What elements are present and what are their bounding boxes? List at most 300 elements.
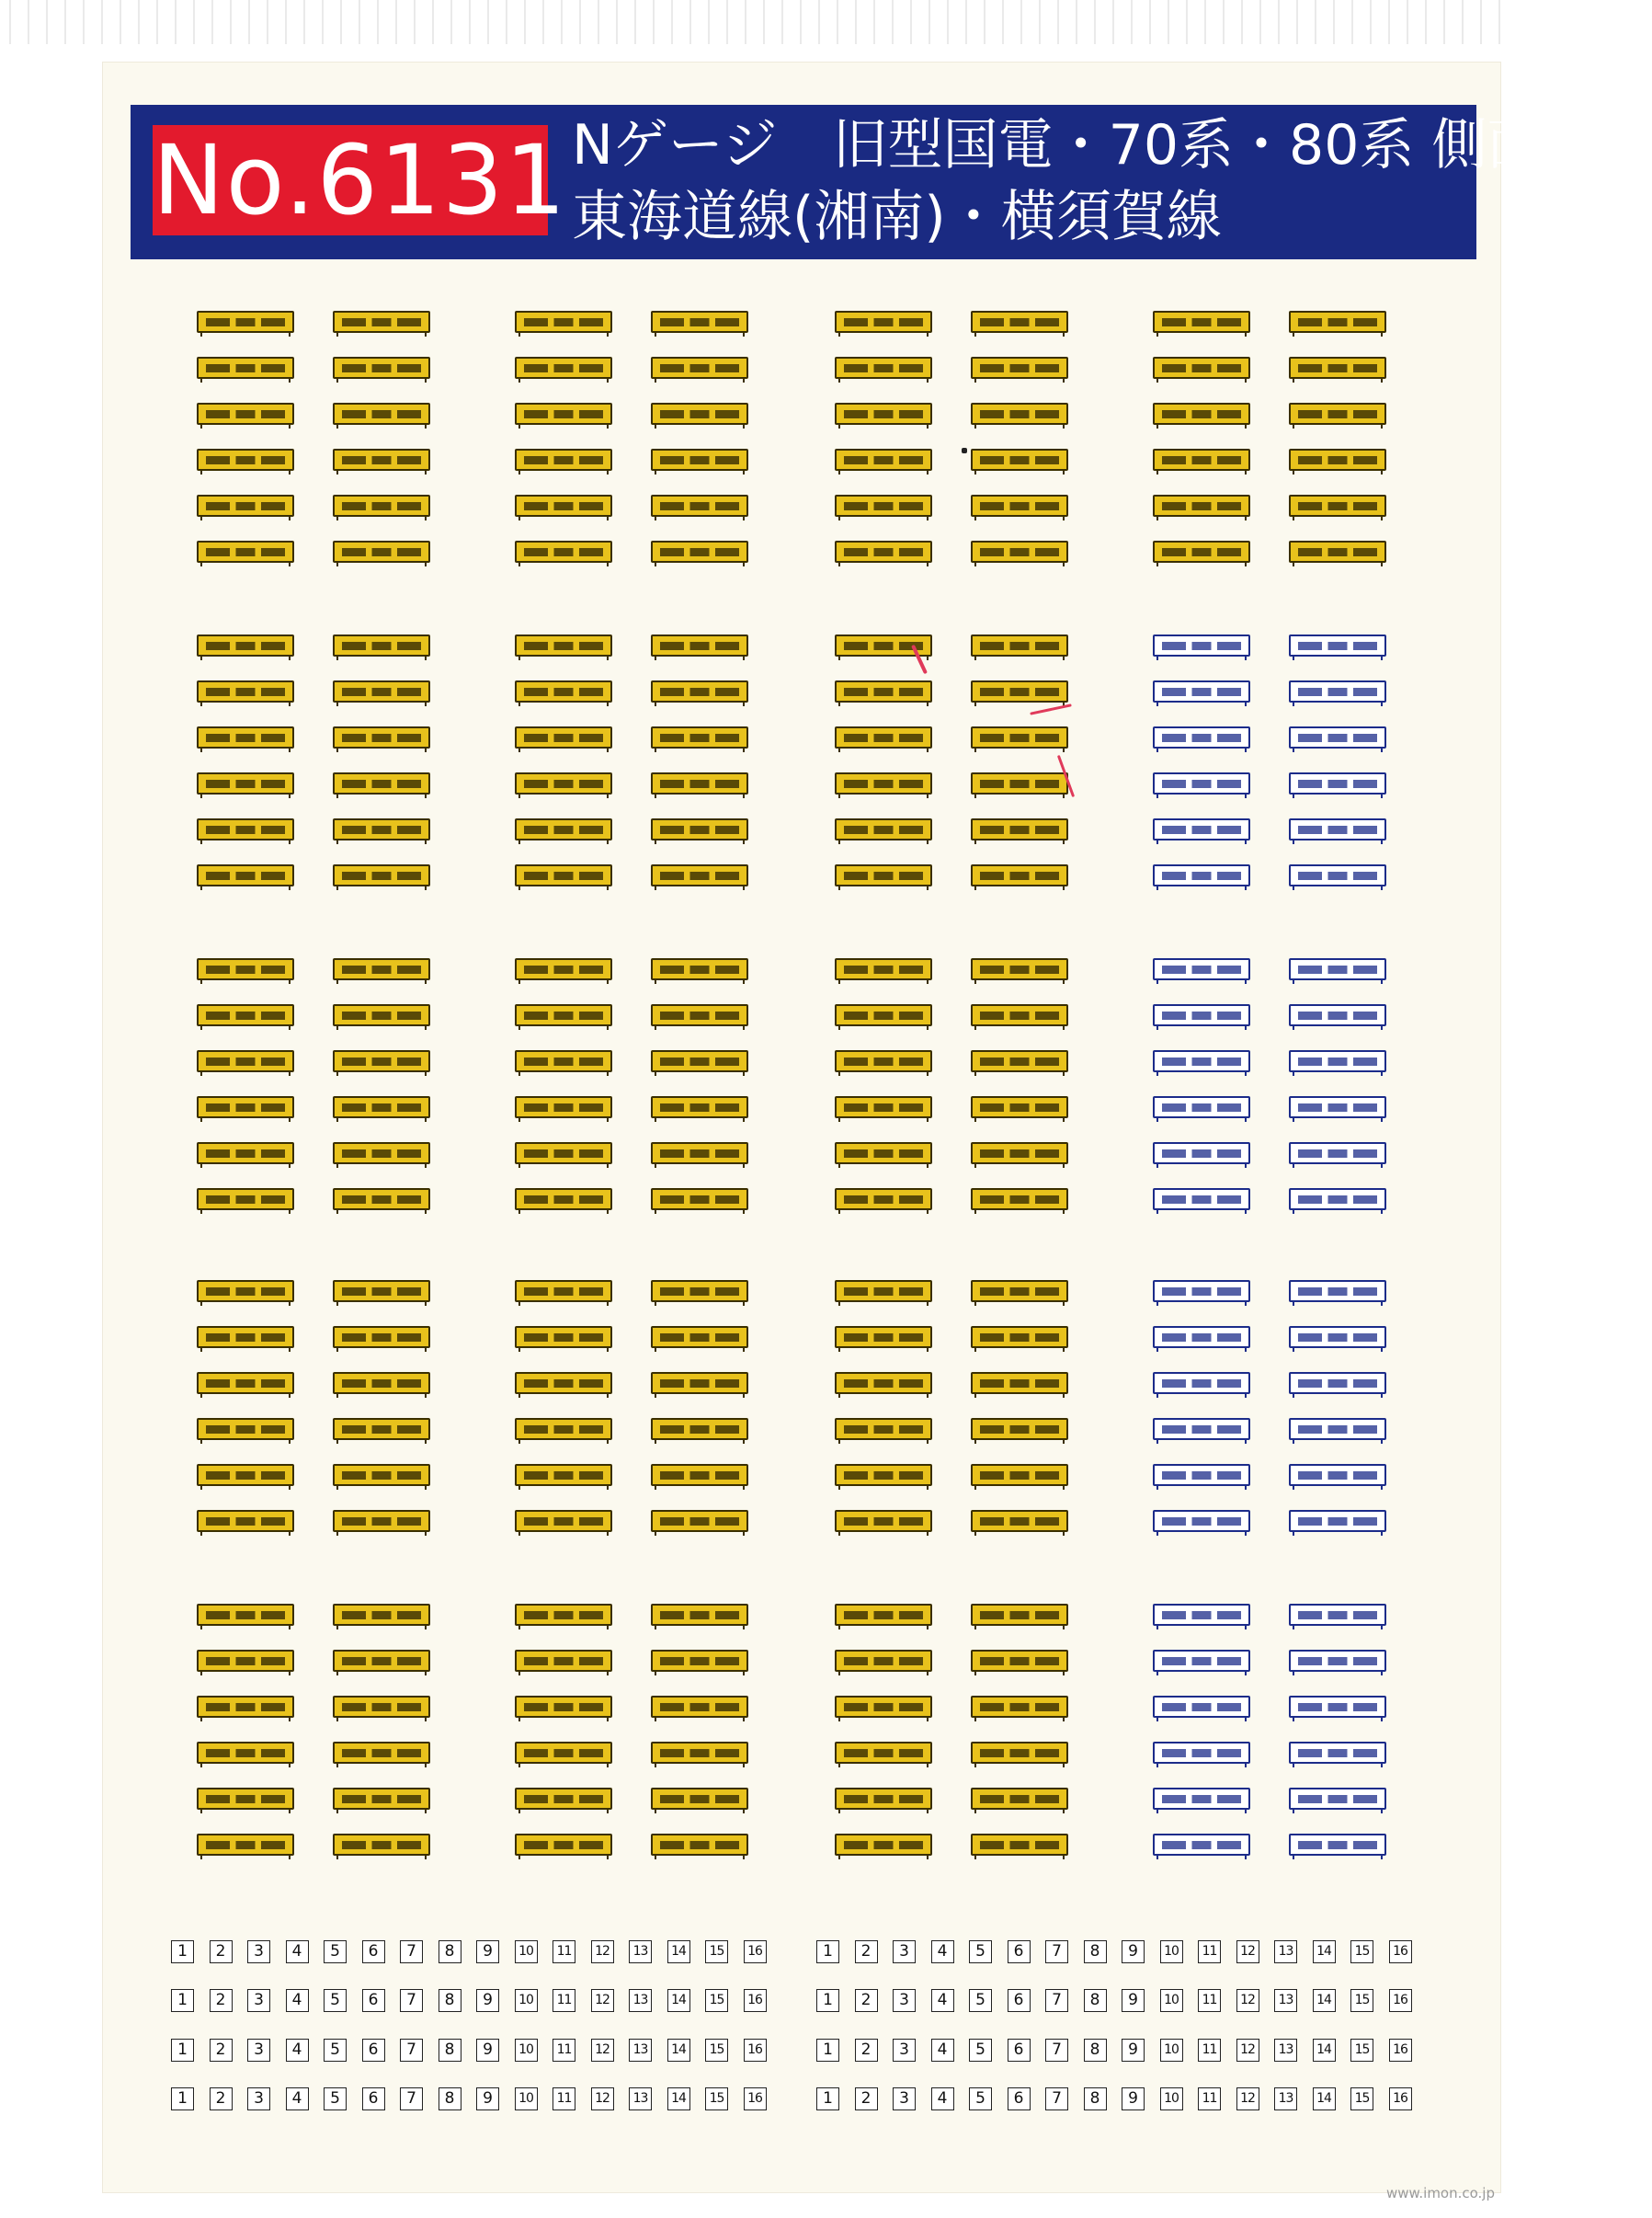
destination-plate	[651, 1142, 748, 1164]
destination-plate	[971, 449, 1068, 471]
car-number-box: 15	[705, 2087, 728, 2110]
destination-plate	[515, 1650, 612, 1672]
perforated-edge	[0, 0, 1511, 44]
destination-plate-text	[1298, 1703, 1377, 1711]
destination-plate	[515, 1834, 612, 1856]
destination-plate	[971, 680, 1068, 703]
car-number-box: 11	[553, 1989, 575, 2012]
destination-plate	[835, 1696, 932, 1718]
destination-plate-text	[844, 1287, 923, 1296]
destination-plate-text	[980, 1657, 1059, 1665]
car-number-box: 7	[1045, 2039, 1068, 2062]
car-number-box: 12	[591, 1940, 614, 1963]
destination-plate-text	[342, 1517, 421, 1526]
destination-plate-text	[844, 318, 923, 326]
destination-plate	[1153, 403, 1250, 425]
destination-plate	[515, 726, 612, 749]
car-number-box: 9	[476, 1940, 499, 1963]
car-number-box: 16	[744, 2039, 767, 2062]
destination-plate-text	[206, 966, 285, 974]
destination-plate	[1289, 818, 1386, 840]
destination-plate	[971, 818, 1068, 840]
car-number-box: 1	[816, 2039, 839, 2062]
destination-plate-text	[1162, 1149, 1241, 1158]
destination-plate	[835, 495, 932, 517]
destination-plate-text	[844, 826, 923, 834]
destination-plate-text	[206, 826, 285, 834]
destination-plate-text	[1298, 1657, 1377, 1665]
destination-plate-text	[1162, 966, 1241, 974]
destination-plate-text	[342, 1195, 421, 1204]
car-number-box: 6	[1008, 2087, 1031, 2110]
destination-plate-text	[660, 1471, 739, 1480]
car-number-box: 12	[591, 1989, 614, 2012]
destination-plate-text	[1298, 1195, 1377, 1204]
destination-plate	[1153, 1788, 1250, 1810]
car-number-box: 8	[439, 1989, 461, 2012]
destination-plate-text	[342, 1795, 421, 1803]
destination-plate	[1153, 864, 1250, 886]
destination-plate	[197, 635, 294, 657]
destination-plate	[1289, 635, 1386, 657]
destination-plate-text	[660, 1149, 739, 1158]
car-number-box: 4	[931, 2087, 954, 2110]
destination-plate-text	[980, 1012, 1059, 1020]
destination-plate-text	[980, 1841, 1059, 1849]
destination-plate-text	[980, 456, 1059, 464]
destination-plate-text	[206, 1103, 285, 1112]
destination-plate-text	[1298, 826, 1377, 834]
destination-plate	[197, 1650, 294, 1672]
destination-plate-text	[844, 1425, 923, 1434]
watermark: www.imon.co.jp	[1385, 2185, 1495, 2201]
car-number-box: 9	[1122, 1940, 1145, 1963]
destination-plate-text	[1162, 1333, 1241, 1342]
destination-plate	[333, 1142, 430, 1164]
destination-plate	[333, 818, 430, 840]
destination-plate	[515, 864, 612, 886]
destination-plate	[651, 1604, 748, 1626]
destination-plate	[333, 1650, 430, 1672]
destination-plate	[1289, 726, 1386, 749]
car-number-box: 8	[1084, 2039, 1107, 2062]
destination-plate-text	[980, 826, 1059, 834]
destination-plate-text	[1162, 1517, 1241, 1526]
car-number-box: 5	[969, 2039, 992, 2062]
destination-plate-text	[1162, 410, 1241, 418]
destination-plate	[515, 1510, 612, 1532]
car-number-box: 7	[400, 1989, 423, 2012]
car-number-box: 5	[969, 2087, 992, 2110]
destination-plate-text	[980, 1287, 1059, 1296]
destination-plate	[1289, 1650, 1386, 1672]
destination-plate	[515, 1696, 612, 1718]
car-number-box: 10	[1160, 1989, 1183, 2012]
destination-plate	[333, 864, 430, 886]
destination-plate-text	[524, 318, 603, 326]
destination-plate	[835, 1326, 932, 1348]
destination-plate	[971, 1418, 1068, 1440]
destination-plate	[333, 1742, 430, 1764]
destination-plate-text	[524, 872, 603, 880]
destination-plate-text	[660, 1058, 739, 1066]
destination-plate	[651, 311, 748, 333]
destination-plate	[835, 1604, 932, 1626]
destination-plate-text	[660, 1749, 739, 1757]
destination-plate-text	[844, 966, 923, 974]
destination-plate	[1153, 1696, 1250, 1718]
destination-plate-text	[206, 688, 285, 696]
destination-plate-text	[844, 410, 923, 418]
destination-plate	[333, 357, 430, 379]
destination-plate-text	[844, 456, 923, 464]
destination-plate-text	[342, 364, 421, 372]
destination-plate-text	[342, 410, 421, 418]
car-number-box: 4	[286, 2087, 309, 2110]
destination-plate	[651, 1188, 748, 1210]
destination-plate	[1153, 1326, 1250, 1348]
destination-plate-text	[1162, 548, 1241, 556]
destination-plate	[971, 864, 1068, 886]
destination-plate	[971, 635, 1068, 657]
destination-plate-text	[342, 502, 421, 510]
destination-plate	[835, 726, 932, 749]
destination-plate	[651, 1464, 748, 1486]
destination-plate	[971, 357, 1068, 379]
destination-plate-text	[206, 456, 285, 464]
destination-plate-text	[206, 1379, 285, 1388]
destination-plate	[197, 311, 294, 333]
destination-plate-text	[1162, 1379, 1241, 1388]
destination-plate-text	[342, 1103, 421, 1112]
car-number-box: 15	[1350, 2087, 1373, 2110]
destination-plate-text	[1162, 1195, 1241, 1204]
destination-plate-text	[206, 1012, 285, 1020]
destination-plate-text	[844, 1471, 923, 1480]
product-number: No.6131	[153, 124, 568, 236]
destination-plate-text	[1162, 1103, 1241, 1112]
destination-plate-text	[660, 1657, 739, 1665]
destination-plate-text	[844, 1012, 923, 1020]
destination-plate-text	[660, 688, 739, 696]
destination-plate	[971, 1696, 1068, 1718]
destination-plate-text	[342, 1703, 421, 1711]
car-number-box: 3	[893, 2039, 916, 2062]
destination-plate	[333, 1834, 430, 1856]
destination-plate	[1153, 1004, 1250, 1026]
destination-plate-text	[206, 318, 285, 326]
car-number-box: 5	[969, 1989, 992, 2012]
destination-plate-text	[980, 1379, 1059, 1388]
destination-plate	[1153, 1372, 1250, 1394]
destination-plate-text	[844, 780, 923, 788]
destination-plate	[197, 1604, 294, 1626]
destination-plate-text	[660, 364, 739, 372]
destination-plate	[197, 1418, 294, 1440]
destination-plate	[333, 635, 430, 657]
destination-plate	[835, 1188, 932, 1210]
destination-plate-text	[660, 734, 739, 742]
destination-plate-text	[844, 1103, 923, 1112]
destination-plate	[197, 772, 294, 795]
destination-plate	[197, 680, 294, 703]
destination-plate	[515, 1188, 612, 1210]
car-number-box: 7	[400, 2087, 423, 2110]
destination-plate	[197, 403, 294, 425]
destination-plate-text	[524, 780, 603, 788]
destination-plate	[1289, 357, 1386, 379]
destination-plate-text	[844, 1657, 923, 1665]
car-number-box: 4	[931, 2039, 954, 2062]
destination-plate-text	[342, 642, 421, 650]
destination-plate-text	[206, 548, 285, 556]
car-number-box: 16	[744, 1989, 767, 2012]
destination-plate-text	[1298, 966, 1377, 974]
car-number-box: 7	[1045, 2087, 1068, 2110]
destination-plate	[333, 680, 430, 703]
product-title-line2: 東海道線(湘南)・横須賀線	[572, 185, 1222, 249]
destination-plate	[835, 1004, 932, 1026]
destination-plate	[651, 726, 748, 749]
destination-plate-text	[844, 734, 923, 742]
car-number-box: 8	[439, 2087, 461, 2110]
destination-plate	[333, 1510, 430, 1532]
destination-plate	[333, 958, 430, 980]
destination-plate-text	[342, 966, 421, 974]
destination-plate-text	[206, 1611, 285, 1619]
destination-plate	[515, 1418, 612, 1440]
destination-plate	[197, 1188, 294, 1210]
destination-plate	[333, 541, 430, 563]
destination-plate-text	[342, 1058, 421, 1066]
destination-plate-text	[660, 1195, 739, 1204]
destination-plate	[651, 1788, 748, 1810]
destination-plate-text	[1162, 780, 1241, 788]
car-number-box: 10	[515, 2039, 538, 2062]
destination-plate	[197, 449, 294, 471]
destination-plate	[515, 1372, 612, 1394]
destination-plate-text	[980, 364, 1059, 372]
car-number-box: 2	[855, 2039, 878, 2062]
destination-plate	[1289, 495, 1386, 517]
destination-plate-text	[524, 456, 603, 464]
destination-plate-text	[1298, 688, 1377, 696]
destination-plate-text	[342, 1749, 421, 1757]
destination-plate-text	[980, 548, 1059, 556]
car-number-box: 16	[744, 1940, 767, 1963]
destination-plate	[1153, 680, 1250, 703]
destination-plate	[515, 1464, 612, 1486]
destination-plate	[1289, 541, 1386, 563]
destination-plate-text	[206, 410, 285, 418]
destination-plate	[1153, 772, 1250, 795]
car-number-box: 7	[1045, 1989, 1068, 2012]
destination-plate	[333, 1326, 430, 1348]
destination-plate-text	[660, 642, 739, 650]
destination-plate	[1289, 1742, 1386, 1764]
destination-plate-text	[342, 1471, 421, 1480]
destination-plate-text	[660, 456, 739, 464]
destination-plate-text	[1298, 364, 1377, 372]
car-number-box: 6	[362, 2087, 385, 2110]
destination-plate-text	[342, 1012, 421, 1020]
destination-plate	[1153, 1280, 1250, 1302]
destination-plate-text	[206, 1657, 285, 1665]
destination-plate-text	[980, 1149, 1059, 1158]
destination-plate	[197, 1742, 294, 1764]
car-number-box: 5	[324, 1989, 347, 2012]
destination-plate-text	[342, 318, 421, 326]
destination-plate-text	[1162, 1425, 1241, 1434]
destination-plate	[835, 958, 932, 980]
destination-plate-text	[524, 364, 603, 372]
car-number-box: 6	[1008, 1940, 1031, 1963]
destination-plate	[515, 818, 612, 840]
destination-plate-text	[980, 1471, 1059, 1480]
destination-plate-text	[206, 1149, 285, 1158]
car-number-box: 3	[893, 1940, 916, 1963]
destination-plate	[1289, 1604, 1386, 1626]
destination-plate	[515, 680, 612, 703]
car-number-box: 4	[286, 2039, 309, 2062]
destination-plate	[835, 1834, 932, 1856]
car-number-box: 15	[1350, 1989, 1373, 2012]
destination-plate-text	[844, 364, 923, 372]
destination-plate	[651, 958, 748, 980]
destination-plate-text	[524, 1795, 603, 1803]
product-header	[131, 105, 1652, 259]
destination-plate	[651, 635, 748, 657]
destination-plate-text	[980, 642, 1059, 650]
destination-plate	[1289, 1696, 1386, 1718]
destination-plate-text	[844, 1333, 923, 1342]
destination-plate	[1153, 1188, 1250, 1210]
destination-plate	[971, 1464, 1068, 1486]
destination-plate-text	[844, 502, 923, 510]
car-number-box: 11	[1198, 2087, 1221, 2110]
destination-plate	[835, 772, 932, 795]
destination-plate	[835, 818, 932, 840]
destination-plate	[515, 311, 612, 333]
car-number-box: 1	[816, 1989, 839, 2012]
destination-plate	[651, 541, 748, 563]
car-number-box: 9	[476, 1989, 499, 2012]
destination-plate	[197, 1834, 294, 1856]
destination-plate-text	[660, 1841, 739, 1849]
destination-plate-text	[844, 548, 923, 556]
destination-plate	[835, 680, 932, 703]
destination-plate-text	[844, 872, 923, 880]
destination-plate	[651, 1004, 748, 1026]
destination-plate	[835, 1464, 932, 1486]
destination-plate	[197, 1510, 294, 1532]
car-number-box: 5	[324, 1940, 347, 1963]
destination-plate-text	[1298, 1841, 1377, 1849]
car-number-box: 13	[629, 1989, 652, 2012]
destination-plate-text	[1298, 548, 1377, 556]
car-number-box: 16	[744, 2087, 767, 2110]
destination-plate	[1289, 311, 1386, 333]
destination-plate-text	[206, 1703, 285, 1711]
destination-plate	[197, 1326, 294, 1348]
destination-plate-text	[980, 410, 1059, 418]
destination-plate-text	[342, 688, 421, 696]
destination-plate	[333, 1788, 430, 1810]
destination-plate-text	[1298, 1379, 1377, 1388]
destination-plate-text	[342, 1611, 421, 1619]
destination-plate	[197, 1280, 294, 1302]
destination-plate-text	[206, 1471, 285, 1480]
destination-plate	[971, 1096, 1068, 1118]
destination-plate	[1289, 1142, 1386, 1164]
destination-plate	[197, 1096, 294, 1118]
destination-plate	[971, 1142, 1068, 1164]
destination-plate	[333, 1004, 430, 1026]
destination-plate-text	[660, 1425, 739, 1434]
destination-plate-text	[206, 734, 285, 742]
destination-plate	[515, 1142, 612, 1164]
destination-plate	[1153, 541, 1250, 563]
destination-plate-text	[524, 826, 603, 834]
car-number-box: 11	[553, 2039, 575, 2062]
destination-plate	[333, 449, 430, 471]
destination-plate	[1289, 1188, 1386, 1210]
car-number-box: 13	[629, 2087, 652, 2110]
destination-plate-text	[980, 502, 1059, 510]
destination-plate-text	[524, 1149, 603, 1158]
destination-plate-text	[342, 548, 421, 556]
car-number-box: 15	[1350, 2039, 1373, 2062]
car-number-box: 10	[515, 1940, 538, 1963]
destination-plate	[197, 818, 294, 840]
destination-plate-text	[206, 502, 285, 510]
destination-plate-text	[980, 1195, 1059, 1204]
destination-plate-text	[1162, 1012, 1241, 1020]
destination-plate	[835, 1372, 932, 1394]
destination-plate-text	[206, 1517, 285, 1526]
destination-plate	[651, 1096, 748, 1118]
destination-plate-text	[980, 734, 1059, 742]
destination-plate-text	[342, 1333, 421, 1342]
destination-plate-text	[980, 1058, 1059, 1066]
car-number-box: 12	[1236, 1940, 1259, 1963]
destination-plate-text	[524, 1471, 603, 1480]
destination-plate-text	[660, 1012, 739, 1020]
destination-plate	[1289, 958, 1386, 980]
car-number-box: 6	[362, 2039, 385, 2062]
destination-plate	[1153, 357, 1250, 379]
destination-plate-text	[660, 1517, 739, 1526]
car-number-box: 1	[171, 2087, 194, 2110]
destination-plate-text	[524, 1058, 603, 1066]
destination-plate	[197, 1696, 294, 1718]
destination-plate-text	[660, 872, 739, 880]
destination-plate-text	[524, 966, 603, 974]
destination-plate-text	[1298, 1333, 1377, 1342]
destination-plate	[835, 1742, 932, 1764]
destination-plate	[1289, 1050, 1386, 1072]
car-number-box: 10	[515, 1989, 538, 2012]
car-number-box: 4	[931, 1940, 954, 1963]
car-number-box: 9	[1122, 2039, 1145, 2062]
destination-plate	[971, 1372, 1068, 1394]
destination-plate-text	[980, 966, 1059, 974]
destination-plate-text	[342, 1287, 421, 1296]
car-number-box: 1	[171, 1989, 194, 2012]
car-number-box: 16	[1389, 1989, 1412, 2012]
car-number-box: 12	[591, 2087, 614, 2110]
destination-plate	[197, 1464, 294, 1486]
